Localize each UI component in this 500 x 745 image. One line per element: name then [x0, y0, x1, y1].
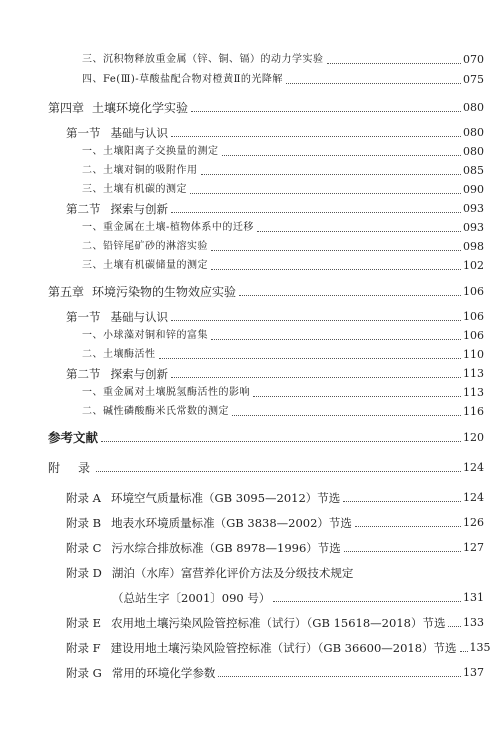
- dot-leader: [222, 155, 462, 156]
- toc-entry[interactable]: [0, 68, 500, 88]
- section-number: 第一节: [66, 126, 101, 140]
- toc-entry-title: 一、小球藻对铜和锌的富集: [82, 330, 208, 341]
- toc-page-number: 124: [463, 491, 484, 504]
- toc-appendix-entry[interactable]: [0, 561, 500, 581]
- appendix-name: 农用地土壤污染风险管控标准（试行）（GB 15618—2018）节选: [111, 616, 446, 630]
- toc-entry[interactable]: [0, 343, 500, 363]
- toc-appendix-entry[interactable]: [0, 486, 500, 506]
- dot-leader: [257, 231, 461, 232]
- appendix-name: 湖泊（水库）富营养化评价方法及分级技术规定: [111, 566, 354, 580]
- toc-appendix-entry-title: [66, 515, 352, 531]
- section-number: 第二节: [66, 202, 101, 216]
- toc-entry-title: 二、碱性磷酸酶米氏常数的测定: [82, 406, 229, 417]
- toc-page-number: 116: [463, 405, 484, 418]
- toc-section[interactable]: [0, 121, 500, 141]
- toc-appendix-entry-title: [66, 540, 341, 556]
- toc-entry-title: 四、Fe(Ⅲ)-草酸盐配合物对橙黄Ⅱ的光降解: [82, 74, 283, 85]
- toc-page-number: 106: [463, 329, 484, 342]
- toc-appendix-entry-title: [66, 665, 215, 681]
- toc-entry-title: 一、重金属在土壤-植物体系中的迁移: [82, 222, 254, 233]
- section-name: 探索与创新: [110, 367, 168, 381]
- dot-leader: [344, 551, 461, 552]
- toc-entry[interactable]: [0, 400, 500, 420]
- toc-page-number: 135: [469, 641, 491, 654]
- toc-entry[interactable]: [0, 178, 500, 198]
- appendix-name: 常用的环境化学参数: [111, 666, 216, 680]
- toc-entry[interactable]: [0, 235, 500, 255]
- dot-leader: [159, 358, 462, 359]
- appendix-name: 建设用地土壤污染风险管控标准（试行）（GB 36600—2018）节选: [110, 641, 457, 655]
- dot-leader: [171, 377, 461, 378]
- toc-chapter[interactable]: [0, 280, 500, 300]
- dot-leader: [211, 269, 461, 270]
- dot-leader: [448, 626, 461, 627]
- toc-page-number: 127: [463, 541, 484, 554]
- section-name: 基础与认识: [110, 310, 168, 324]
- dot-leader: [171, 212, 461, 213]
- appendix-label: 附录 B: [66, 516, 102, 530]
- toc-entry-title: 二、土壤酶活性: [82, 349, 156, 360]
- toc-page-number: 093: [463, 202, 484, 215]
- toc-entry[interactable]: [0, 159, 500, 179]
- toc-section-title: [66, 309, 168, 325]
- toc-page-number: 080: [463, 145, 484, 158]
- appendix-label: 附录 A: [66, 491, 101, 505]
- dot-leader: [343, 501, 461, 502]
- appendix-name: 环境空气质量标准（GB 3095—2012）节选: [110, 491, 341, 505]
- toc-appendix-entry-title: [66, 615, 445, 631]
- dot-leader: [327, 63, 462, 64]
- chapter-number: 第四章: [48, 101, 85, 115]
- toc-page-number: 080: [463, 126, 484, 139]
- chapter-name: 土壤环境化学实验: [92, 101, 189, 115]
- dot-leader: [171, 136, 461, 137]
- dot-leader: [190, 193, 461, 194]
- toc-entry-title: 二、土壤对铜的吸附作用: [82, 165, 198, 176]
- toc-appendix-entry[interactable]: [0, 536, 500, 556]
- toc-appendix-entry-title: [66, 565, 353, 581]
- toc-entry-title: 一、重金属对土壤脱氢酶活性的影响: [82, 387, 250, 398]
- toc-page-number: 085: [463, 164, 484, 177]
- dot-leader: [253, 396, 461, 397]
- dot-leader: [218, 676, 461, 677]
- toc-page-number: 106: [463, 285, 484, 298]
- toc-page-number: 113: [463, 367, 484, 380]
- chapter-name: 环境污染物的生物效应实验: [92, 285, 237, 299]
- toc-appendix-entry[interactable]: [0, 661, 500, 681]
- toc-appendix-continuation[interactable]: [0, 586, 500, 606]
- toc-page-number: 106: [463, 310, 484, 323]
- toc-page-number: 120: [463, 431, 484, 444]
- toc-page-number: 098: [463, 240, 484, 253]
- appendix-name: 地表水环境质量标准（GB 3838—2002）节选: [111, 516, 352, 530]
- toc-chapter-title: [48, 284, 236, 300]
- toc-entry-title: 三、沉积物释放重金属（锌、铜、镉）的动力学实验: [82, 54, 324, 65]
- toc-chapter-title: [48, 100, 188, 116]
- dot-leader: [460, 651, 468, 652]
- section-name: 探索与创新: [110, 202, 168, 216]
- dot-leader: [239, 295, 461, 296]
- toc-page-number: 090: [463, 183, 484, 196]
- section-name: 基础与认识: [110, 126, 168, 140]
- toc-appendix[interactable]: [0, 456, 500, 476]
- chapter-number: 第五章: [48, 285, 85, 299]
- toc-section[interactable]: [0, 362, 500, 382]
- toc-entry-title: 二、铅锌尾矿砂的淋溶实验: [82, 241, 208, 252]
- toc-page-number: 133: [463, 616, 484, 629]
- dot-leader: [201, 174, 462, 175]
- toc-entry[interactable]: [0, 381, 500, 401]
- toc-section-title: [66, 201, 168, 217]
- dot-leader: [232, 415, 461, 416]
- toc-references-title: 参考文献: [48, 430, 99, 445]
- toc-page-number: 126: [463, 516, 484, 529]
- dot-leader: [273, 601, 461, 602]
- toc-appendix-entry-title: [66, 490, 340, 506]
- toc-appendix-entry-title: [66, 640, 457, 656]
- appendix-name: 污水综合排放标准（GB 8978—1996）节选: [111, 541, 341, 555]
- toc-appendix-entry[interactable]: [0, 611, 500, 631]
- toc-entry[interactable]: [0, 254, 500, 274]
- toc-page-number: 102: [463, 259, 484, 272]
- dot-leader: [211, 339, 461, 340]
- toc-section-title: [66, 125, 168, 141]
- toc-entry[interactable]: [0, 48, 500, 68]
- toc-entry-title: 三、土壤有机碳的测定: [82, 184, 187, 195]
- toc-page-number: 113: [463, 386, 484, 399]
- toc-section[interactable]: [0, 197, 500, 217]
- toc-entry-title: 一、土壤阳离子交换量的测定: [82, 146, 219, 157]
- dot-leader: [171, 320, 461, 321]
- toc-page-number: 124: [463, 461, 484, 474]
- appendix-label: 附录 D: [66, 566, 102, 580]
- toc-page-number: 131: [463, 591, 484, 604]
- toc-page-number: 070: [463, 53, 484, 66]
- toc-references[interactable]: [0, 426, 500, 446]
- appendix-label: 附录 C: [66, 541, 102, 555]
- section-number: 第一节: [66, 310, 101, 324]
- toc-page-number: 075: [463, 73, 484, 86]
- toc-appendix-title: 附 录: [48, 461, 94, 475]
- section-number: 第二节: [66, 367, 101, 381]
- toc-entry-title: 三、土壤有机碳储量的测定: [82, 260, 208, 271]
- dot-leader: [286, 83, 461, 84]
- toc-chapter[interactable]: [0, 96, 500, 116]
- dot-leader: [96, 471, 461, 472]
- toc-entry[interactable]: [0, 216, 500, 236]
- toc-page-number: 137: [463, 666, 484, 679]
- toc-page-number: 093: [463, 221, 484, 234]
- toc-appendix-continuation-title: （总站生字〔2001〕090 号）: [112, 591, 271, 605]
- toc-page-number: 110: [463, 348, 484, 361]
- dot-leader: [101, 441, 461, 442]
- toc-entry[interactable]: [0, 140, 500, 160]
- toc-section[interactable]: [0, 305, 500, 325]
- dot-leader: [355, 526, 461, 527]
- appendix-label: 附录 G: [66, 666, 102, 680]
- dot-leader: [191, 111, 461, 112]
- toc-appendix-entry[interactable]: [0, 636, 500, 656]
- toc-appendix-entry[interactable]: [0, 511, 500, 531]
- toc-section-title: [66, 366, 168, 382]
- toc-page-number: 080: [463, 101, 484, 114]
- appendix-label: 附录 E: [66, 616, 102, 630]
- toc-entry[interactable]: [0, 324, 500, 344]
- appendix-label: 附录 F: [66, 641, 101, 655]
- dot-leader: [211, 250, 461, 251]
